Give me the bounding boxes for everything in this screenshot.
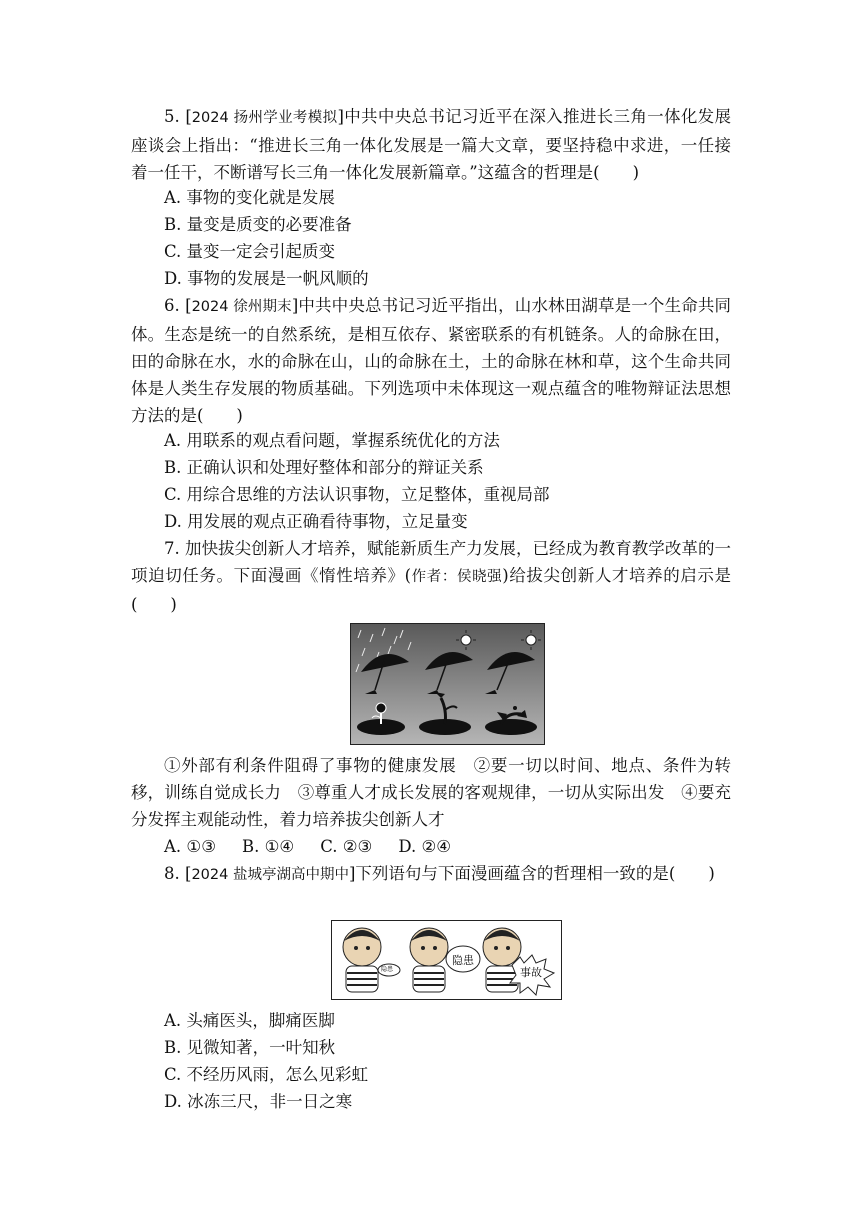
q5-option-c: C. 量变一定会引起质变 bbox=[164, 242, 336, 261]
q7-options bbox=[164, 833, 477, 860]
question-source: 2024 盐城亭湖高中期中 bbox=[191, 867, 349, 883]
cartoon-author: 作者：侯晓强 bbox=[411, 569, 503, 585]
q8-option-a: A. 头痛医头，脚痛医脚 bbox=[164, 1011, 335, 1030]
q6-option-d: D. 用发展的观点正确看待事物，立足量变 bbox=[164, 512, 468, 531]
bubble-text-medium: 隐患 bbox=[452, 954, 474, 967]
question-5-stem bbox=[131, 103, 731, 186]
question-text: ]中共中央总书记习近平指出，山水林田湖草是一个生命共同体。生态是统一的自然系统，是相互依存、紧密联系的有机链条。人的命脉在田，田的命脉在水，水的命脉在山，山的命脉在土，土的命脉在林和草，这个生命共同体是人类生存发展的物质基础。下列选项中未体现这一观点蕴含的唯物辩证法思想方法的是( ) bbox=[131, 296, 731, 425]
bubble-text-large: 事故 bbox=[520, 966, 542, 979]
q5-option-d: D. 事物的发展是一帆风顺的 bbox=[164, 269, 369, 288]
question-source: 2024 扬州学业考模拟 bbox=[191, 110, 338, 126]
q8-option-b: B. 见微知著，一叶知秋 bbox=[164, 1038, 336, 1057]
bubble-text-small: 隐患 bbox=[381, 966, 394, 973]
q6-option-a: A. 用联系的观点看问题，掌握系统优化的方法 bbox=[164, 431, 500, 450]
question-number: 5. [ bbox=[164, 107, 192, 126]
cartoon-drawing bbox=[332, 921, 561, 999]
q6-option-c: C. 用综合思维的方法认识事物，立足整体，重视局部 bbox=[164, 485, 550, 504]
child-figure bbox=[410, 928, 448, 992]
cartoon-drawing bbox=[351, 624, 544, 744]
question-8-stem bbox=[131, 860, 731, 889]
question-text: 7. 加快拔尖创新人才培养，赋能新质生产力发展，已经成为教育教学改革的一项迫切任务。下面漫画《惰性培养》( bbox=[131, 539, 731, 585]
q8-option-c: C. 不经历风雨，怎么见彩虹 bbox=[164, 1065, 369, 1084]
q7-option-c: C. ②③ bbox=[320, 837, 373, 856]
question-text-end: )给拔尖创新人才培养的启示是( ) bbox=[131, 566, 732, 614]
child-figure bbox=[343, 928, 381, 992]
question-number: 6. [ bbox=[164, 296, 192, 315]
q8-option-d: D. 冰冻三尺，非一日之寒 bbox=[164, 1092, 353, 1111]
question-7-stem bbox=[131, 535, 731, 618]
question-source: 2024 徐州期末 bbox=[191, 299, 292, 315]
cartoon-hidden-danger bbox=[331, 920, 562, 1000]
q7-statements: ①外部有利条件阻碍了事物的健康发展 ②要一切以时间、地点、条件为转移，训练自觉成长力 ③尊重人才成长发展的客观规律，一切从实际出发 ④要充分发挥主观能动性，着力培养拔尖创新人才 bbox=[131, 756, 731, 829]
q5-option-a: A. 事物的变化就是发展 bbox=[164, 188, 335, 207]
q6-option-b: B. 正确认识和处理好整体和部分的辩证关系 bbox=[164, 458, 484, 477]
cartoon-inertia-training bbox=[350, 623, 545, 745]
q5-option-b: B. 量变是质变的必要准备 bbox=[164, 215, 352, 234]
q7-option-d: D. ②④ bbox=[398, 837, 452, 856]
question-number: 8. [ bbox=[164, 864, 192, 883]
q7-option-b: B. ①④ bbox=[242, 837, 295, 856]
question-6-stem bbox=[131, 292, 731, 429]
question-text: ]中共中央总书记习近平在深入推进长三角一体化发展座谈会上指出：“推进长三角一体化发展是一篇大文章，要坚持稳中求进，一任接着一任干，不断谱写长三角一体化发展新篇章。”这蕴含的哲理是( ) bbox=[131, 107, 732, 182]
question-text: ]下列语句与下面漫画蕴含的哲理相一致的是( ) bbox=[348, 864, 715, 883]
q7-option-a: A. ①③ bbox=[164, 837, 216, 856]
